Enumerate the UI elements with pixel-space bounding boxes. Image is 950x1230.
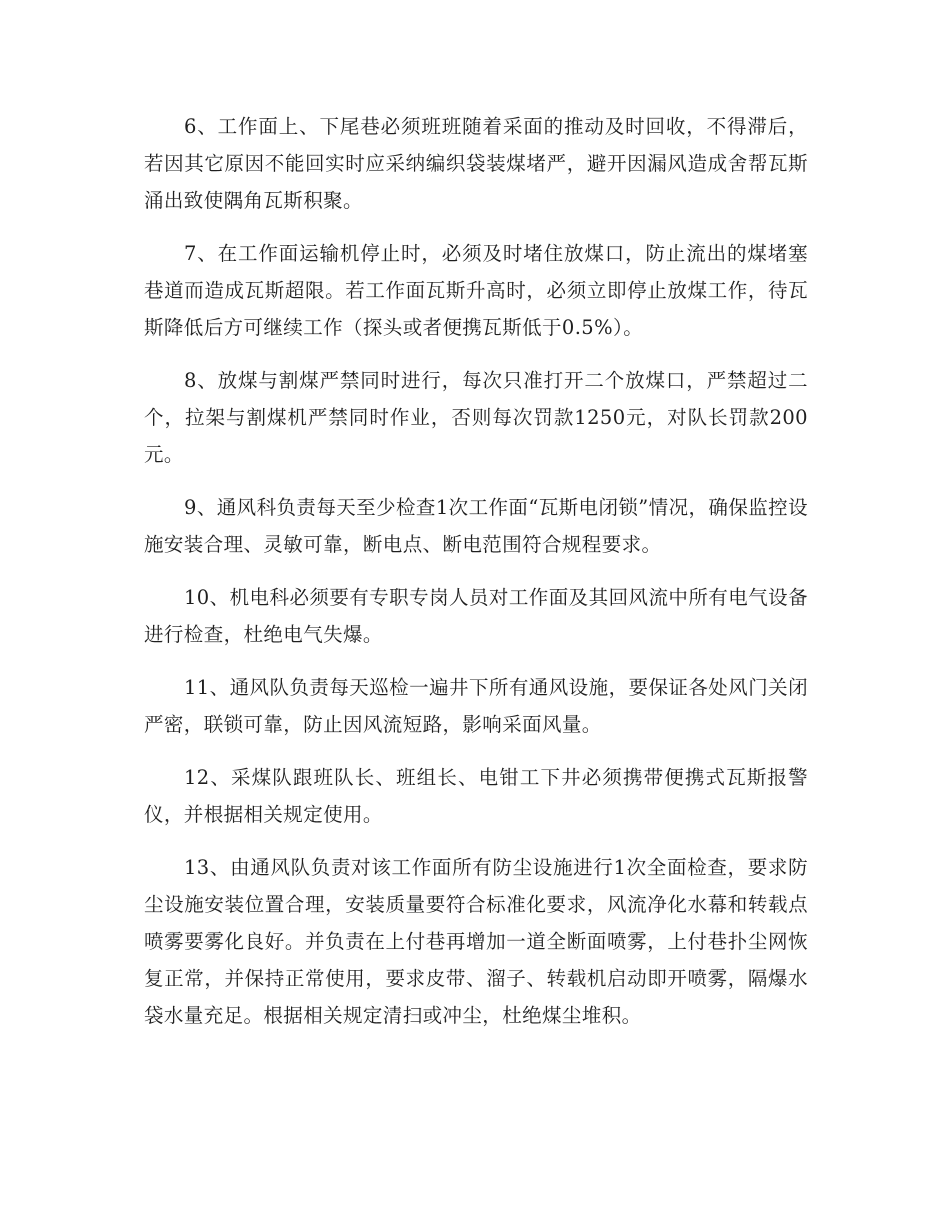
paragraph-item-10: 10、机电科必须要有专职专岗人员对工作面及其回风流中所有电气设备进行检查，杜绝电气失爆。 bbox=[144, 586, 808, 646]
paragraph-item-7: 7、在工作面运输机停止时，必须及时堵住放煤口，防止流出的煤堵塞巷道而造成瓦斯超限。若工作面瓦斯升高时，必须立即停止放煤工作，待瓦斯降低后方可继续工作（探头或者便携瓦斯低于0.5%）。 bbox=[144, 242, 808, 339]
paragraph-item-8: 8、放煤与割煤严禁同时进行，每次只准打开二个放煤口，严禁超过二个，拉架与割煤机严禁同时作业，否则每次罚款1250元，对队长罚款200元。 bbox=[144, 369, 808, 466]
document-body bbox=[144, 108, 808, 1050]
paragraph-item-9: 9、通风科负责每天至少检查1次工作面“瓦斯电闭锁”情况，确保监控设施安装合理、灵敏可靠，断电点、断电范围符合规程要求。 bbox=[144, 496, 808, 556]
paragraph-item-13: 13、由通风队负责对该工作面所有防尘设施进行1次全面检查，要求防尘设施安装位置合理，安装质量要符合标准化要求，风流净化水幕和转载点喷雾要雾化良好。并负责在上付巷再增加一道全断面喷雾，上付巷扑尘网恢复正常，并保持正常使用，要求皮带、溜子、转载机启动即开喷雾，隔爆水袋水量充足。根据相关规定清扫或冲尘，杜绝煤尘堆积。 bbox=[144, 856, 808, 1027]
paragraph-item-12: 12、采煤队跟班队长、班组长、电钳工下井必须携带便携式瓦斯报警仪，并根据相关规定使用。 bbox=[144, 766, 808, 826]
paragraph-item-11: 11、通风队负责每天巡检一遍井下所有通风设施，要保证各处风门关闭严密，联锁可靠，防止因风流短路，影响采面风量。 bbox=[144, 676, 808, 736]
paragraph-item-6: 6、工作面上、下尾巷必须班班随着采面的推动及时回收，不得滞后，若因其它原因不能回实时应采纳编织袋装煤堵严，避开因漏风造成舍帮瓦斯涌出致使隅角瓦斯积聚。 bbox=[144, 115, 808, 212]
